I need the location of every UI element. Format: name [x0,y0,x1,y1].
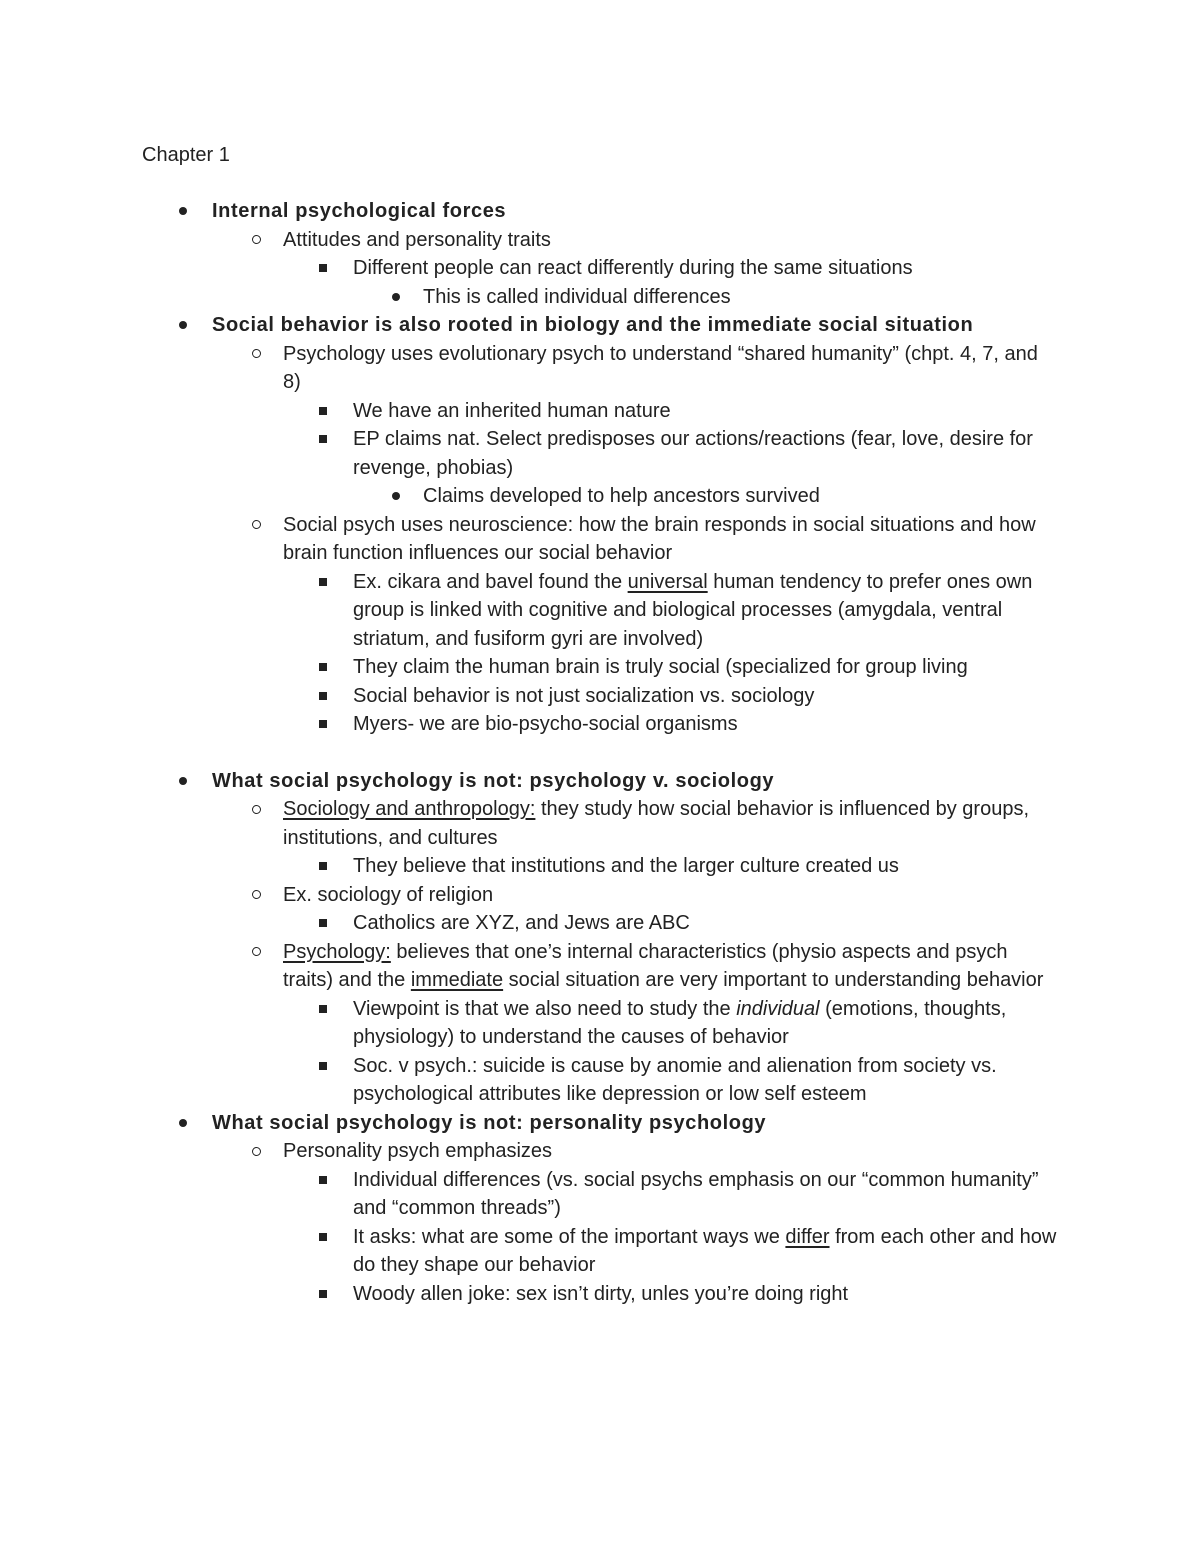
bullet-circle-icon [249,1137,263,1166]
item-text: Psychology uses evolutionary psych to understand “shared humanity” (chpt. 4, 7, and 8) [283,342,1038,393]
bullet-square-icon [316,852,330,881]
list-item [0,425,1063,482]
bullet-dot-icon [176,311,190,340]
list-item [0,1052,1063,1109]
item-text: Ex. sociology of religion [283,883,494,906]
item-text [283,798,1029,849]
item-text [353,998,1006,1049]
bullet-dot-icon [389,283,403,312]
bullet-square-icon [316,995,330,1024]
bullet-square-icon [316,397,330,426]
blank-line [0,739,1200,767]
text-run: from each other and how do they shape our behavior [353,1225,1057,1276]
list-item [0,1109,1060,1138]
bullet-square-icon [316,1166,330,1195]
outline-list [0,197,1200,1308]
bullet-square-icon [316,425,330,454]
bullet-circle-icon [249,511,263,540]
text-run: social situation are very important to understanding behavior [503,969,1044,991]
list-item [0,909,1063,938]
list-item [0,397,1063,426]
italic-text: individual [736,997,820,1020]
list-item [0,197,1060,226]
underlined-text: Sociology and anthropology: [283,798,536,820]
list-item [0,682,1063,711]
list-item [0,1223,1063,1280]
text-run: It asks: what are some of the important ways we [353,1225,786,1248]
list-item [0,1280,1063,1309]
list-item [0,511,1060,568]
text-run: human tendency to prefer ones own group is linked with cognitive and biological processes (amygdala, ventral striatum, and fusiform gyri are involved) [353,570,1033,650]
item-text: Personality psych emphasizes [283,1140,553,1162]
item-text: They believe that institutions and the larger culture created us [353,855,899,877]
item-text: Woody allen joke: sex isn’t dirty, unles you’re doing right [353,1282,849,1305]
bullet-square-icon [316,710,330,739]
item-text: They claim the human brain is truly social (specialized for group living [353,656,968,678]
item-text: Different people can react differently during the same situations [353,257,913,279]
bullet-square-icon [316,1223,330,1252]
item-text: Social behavior is not just socialization vs. sociology [353,684,815,707]
text-run: they study how social behavior is influenced by groups, institutions, and cultures [283,798,1030,849]
bullet-square-icon [316,1052,330,1081]
item-text: Attitudes and personality traits [283,228,551,251]
list-item [0,767,1060,796]
item-text: Claims developed to help ancestors survived [423,485,820,507]
list-item [0,938,1060,995]
section-heading: What social psychology is not: personality psychology [212,1111,767,1134]
bullet-dot-icon [176,197,190,226]
bullet-square-icon [316,1280,330,1309]
list-item [0,852,1063,881]
list-item [0,995,1063,1052]
underlined-text: universal [627,570,708,593]
list-item [0,795,1060,852]
bullet-dot-icon [176,1109,190,1138]
underlined-text: immediate [410,969,504,991]
text-run: Viewpoint is that we also need to study the [353,997,737,1020]
bullet-dot-icon [389,482,403,511]
item-text: Myers- we are bio-psycho-social organisms [353,713,738,735]
list-item [0,1137,1060,1166]
bullet-square-icon [316,568,330,597]
list-item [0,568,1063,654]
text-run: Ex. cikara and bavel found the [353,570,628,593]
list-item [0,653,1063,682]
section-heading: Internal psychological forces [212,200,507,222]
bullet-square-icon [316,682,330,711]
item-text: Soc. v psych.: suicide is cause by anomie and alienation from society vs. psychological attributes like depression or low self esteem [353,1054,997,1105]
item-text: Catholics are XYZ, and Jews are ABC [353,912,690,934]
item-text [353,571,1032,650]
item-text: This is called individual differences [423,285,731,308]
bullet-circle-icon [249,795,263,824]
bullet-circle-icon [249,938,263,967]
item-text: Social psych uses neuroscience: how the brain responds in social situations and how brain function influences our social behavior [283,513,1036,564]
list-item [0,311,1060,340]
item-text: We have an inherited human nature [353,399,671,422]
item-text: EP claims nat. Select predisposes our actions/reactions (fear, love, desire for revenge, phobias) [353,428,1033,479]
list-item [0,283,1063,312]
item-text: Individual differences (vs. social psychs emphasis on our “common humanity” and “common threads”) [353,1168,1039,1219]
text-run: (emotions, thoughts, physiology) to understand the causes of behavior [353,997,1007,1048]
section-heading: What social psychology is not: psychology v. sociology [212,769,775,792]
bullet-square-icon [316,653,330,682]
list-item [0,226,1060,255]
text-run: believes that one’s internal characteristics (physio aspects and psych traits) and the [283,940,1008,991]
item-text [283,941,1043,992]
list-item [0,340,1060,397]
list-item [0,1166,1063,1223]
list-item [0,482,1063,511]
bullet-circle-icon [249,340,263,369]
list-item [0,881,1060,910]
bullet-circle-icon [249,226,263,255]
underlined-text: Psychology: [283,940,391,963]
bullet-dot-icon [176,767,190,796]
item-text [353,1226,1056,1277]
section-heading: Social behavior is also rooted in biology and the immediate social situation [212,314,974,336]
chapter-title: Chapter 1 [142,144,230,166]
list-item [0,710,1063,739]
underlined-text: differ [785,1225,830,1248]
list-item [0,254,1063,283]
bullet-circle-icon [249,881,263,910]
bullet-square-icon [316,254,330,283]
bullet-square-icon [316,909,330,938]
